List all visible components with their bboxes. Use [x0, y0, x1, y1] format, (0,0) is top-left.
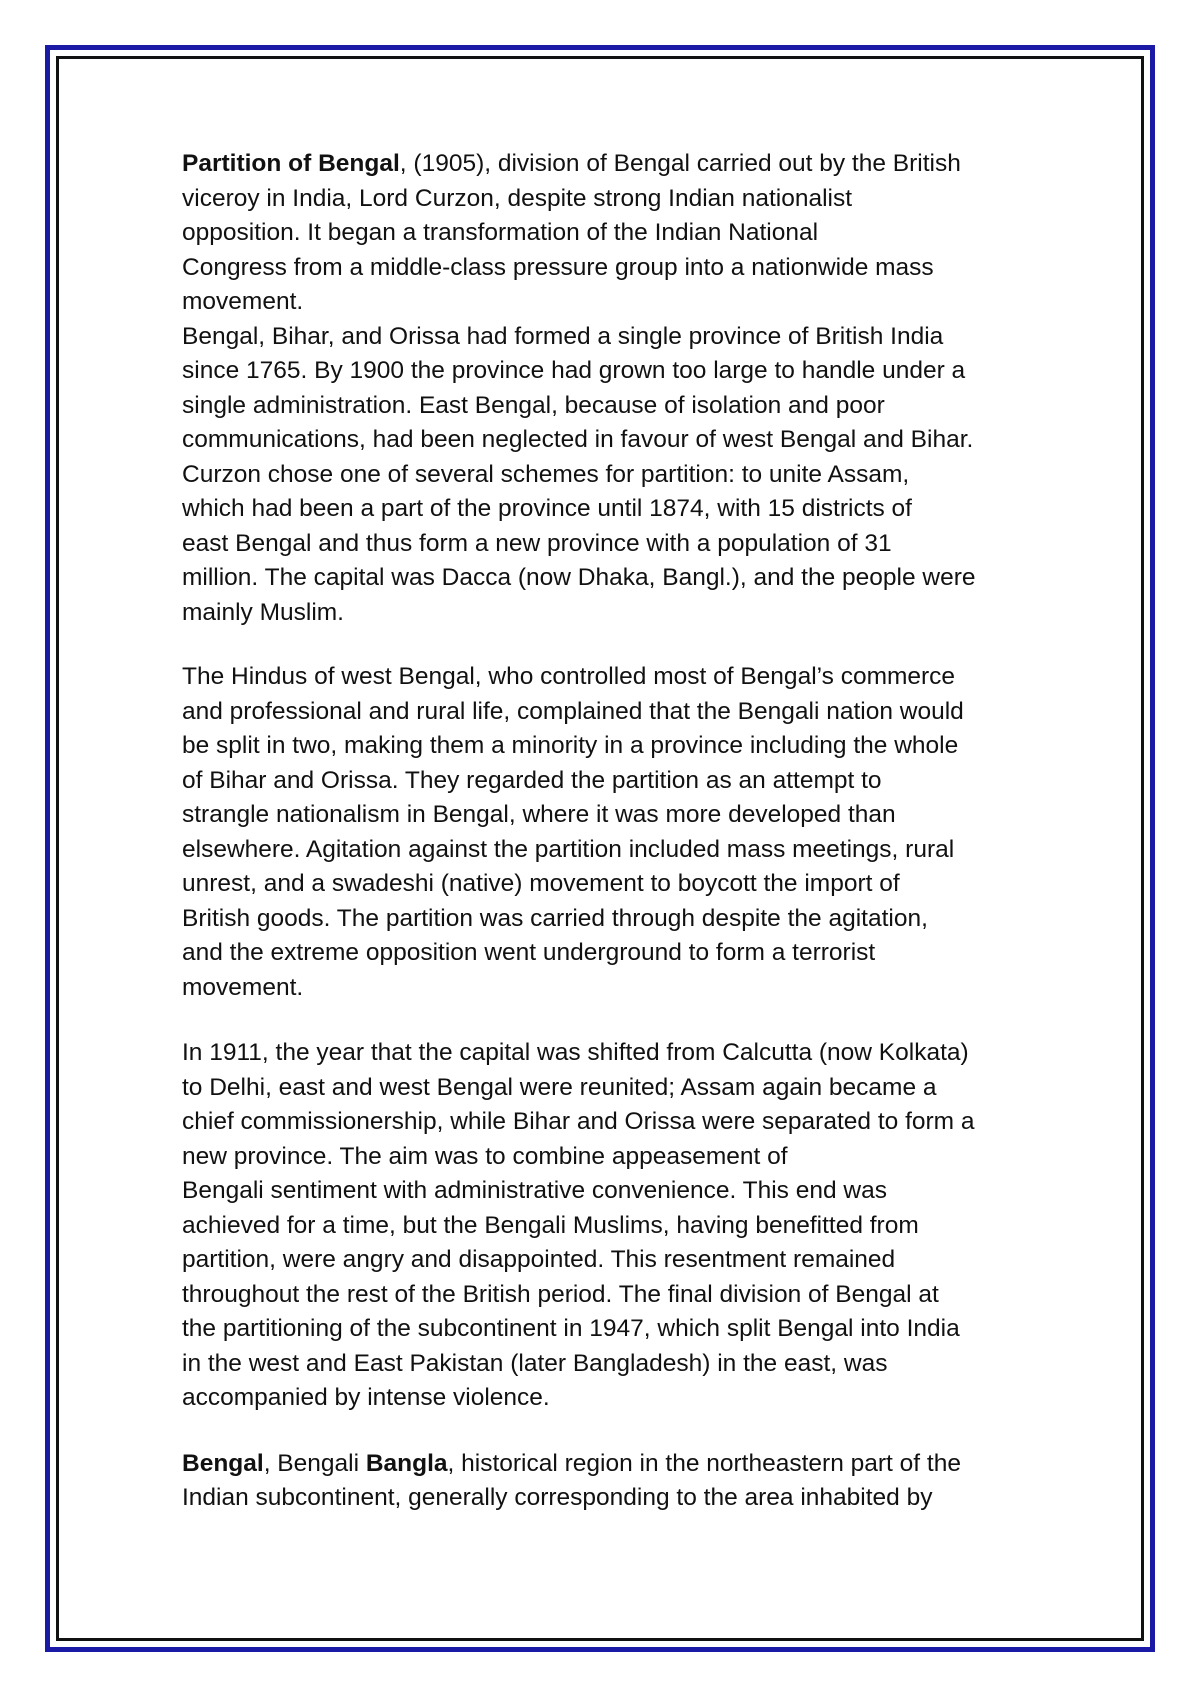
paragraph-line: The Hindus of west Bengal, who controlled most of Bengal’s commerce: [182, 663, 956, 690]
paragraph-line: In 1911, the year that the capital was shifted from Calcutta (now Kolkata): [182, 1039, 969, 1066]
paragraph-line: Partition of Bengal, (1905), division of Bengal carried out by the British: [182, 150, 961, 177]
paragraph-line: accompanied by intense violence.: [182, 1384, 550, 1411]
paragraph-line: Indian subcontinent, generally corresponding to the area inhabited by: [182, 1484, 933, 1511]
paragraph-line: unrest, and a swadeshi (native) movement to boycott the import of: [182, 870, 900, 897]
paragraph-line: since 1765. By 1900 the province had grown too large to handle under a: [182, 357, 966, 384]
paragraph-line: east Bengal and thus form a new province with a population of 31: [182, 529, 892, 557]
paragraph-line: Curzon chose one of several schemes for partition: to unite Assam,: [182, 460, 910, 488]
paragraph-line: Bengal, Bihar, and Orissa had formed a single province of British India: [182, 322, 944, 350]
paragraph-line: movement.: [182, 973, 304, 1001]
paragraph-line: Bengali sentiment with administrative convenience. This end was: [182, 1177, 887, 1204]
paragraph-line: and professional and rural life, complained that the Bengali nation would: [182, 697, 964, 725]
paragraph-line: the partitioning of the subcontinent in 1947, which split Bengal into India: [182, 1315, 960, 1342]
paragraph-line: strangle nationalism in Bengal, where it was more developed than: [182, 801, 896, 828]
term-bengal: Bengal: [182, 1449, 264, 1477]
paragraph-line: single administration. East Bengal, because of isolation and poor: [182, 391, 885, 419]
paragraph-line: movement.: [182, 288, 304, 315]
paragraph-bengal-definition: [182, 1447, 1042, 1516]
paragraph-line: chief commissionership, while Bihar and Orissa were separated to form a: [182, 1108, 975, 1135]
term-partition-of-bengal: Partition of Bengal: [182, 150, 400, 177]
paragraph-line: Bengal, Bengali Bangla, historical region in the northeastern part of the: [182, 1449, 961, 1477]
paragraph-spacer: [182, 1005, 1042, 1036]
paragraph-line: mainly Muslim.: [182, 598, 344, 626]
paragraph-spacer: [182, 630, 1042, 660]
document-body: [182, 147, 1042, 1516]
paragraph-line: Congress from a middle-class pressure group into a nationwide mass: [182, 253, 934, 281]
paragraph-line: opposition. It began a transformation of the Indian National: [182, 219, 819, 246]
paragraph-line: to Delhi, east and west Bengal were reunited; Assam again became a: [182, 1073, 937, 1101]
paragraph-partition-of-bengal: [182, 147, 1042, 630]
paragraph-line: viceroy in India, Lord Curzon, despite strong Indian nationalist: [182, 184, 853, 212]
paragraph-line: in the west and East Pakistan (later Bangladesh) in the east, was: [182, 1349, 888, 1377]
paragraph-line: throughout the rest of the British period. The final division of Bengal at: [182, 1280, 939, 1308]
paragraph-spacer: [182, 1416, 1042, 1447]
paragraph-line: be split in two, making them a minority in a province including the whole: [182, 732, 959, 759]
paragraph-line: partition, were angry and disappointed. This resentment remained: [182, 1246, 896, 1273]
paragraph-line: British goods. The partition was carried through despite the agitation,: [182, 904, 928, 932]
paragraph-line: and the extreme opposition went underground to form a terrorist: [182, 939, 876, 966]
paragraph-line: new province. The aim was to combine appeasement of: [182, 1142, 788, 1170]
paragraph-1911-reunification: [182, 1036, 1042, 1416]
paragraph-line: million. The capital was Dacca (now Dhaka, Bangl.), and the people were: [182, 564, 976, 591]
paragraph-hindus-of-west-bengal: [182, 660, 1042, 1005]
paragraph-line: communications, had been neglected in favour of west Bengal and Bihar.: [182, 426, 974, 453]
paragraph-line: which had been a part of the province until 1874, with 15 districts of: [182, 495, 912, 522]
paragraph-line: elsewhere. Agitation against the partition included mass meetings, rural: [182, 835, 955, 863]
paragraph-line: achieved for a time, but the Bengali Muslims, having benefitted from: [182, 1211, 919, 1239]
paragraph-line: of Bihar and Orissa. They regarded the partition as an attempt to: [182, 766, 882, 794]
term-bangla: Bangla: [365, 1449, 448, 1477]
